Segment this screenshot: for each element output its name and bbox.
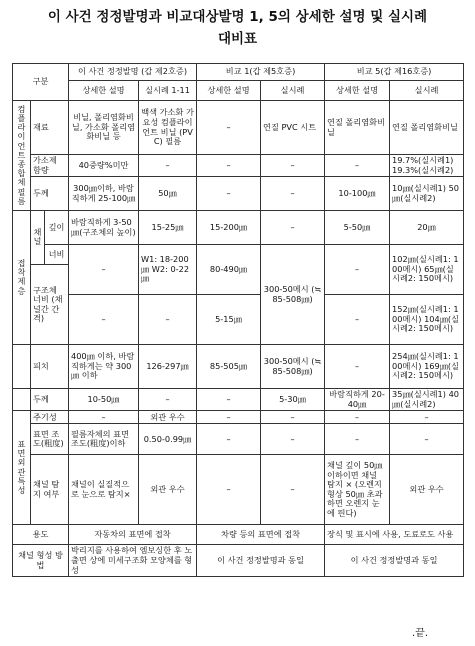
row-pitch-label: 피치 [31, 345, 69, 389]
plasticizer-cmp5-ex: 19.7%(실시례1) 19.3%(실시례2) [390, 155, 464, 177]
roughness-cmp5-ex: – [390, 424, 464, 455]
group-adhesive-cont [13, 345, 31, 389]
method-cmp5: 이 사건 정정발명과 동일 [325, 545, 464, 577]
group-surface: 표면외관특성 [13, 411, 31, 525]
detect-cmp1-ex: – [261, 455, 325, 525]
film-thickness-cmp5-ex: 10㎛(실시례1) 50㎛(실시례2) [390, 177, 464, 211]
document-title [0, 6, 475, 50]
pitch-present-ex: 126-297㎛ [139, 345, 197, 389]
material-cmp1-ex: 연질 PVC 시트 [261, 101, 325, 155]
header-cmp1: 비교 1(갑 제5호증) [197, 64, 325, 81]
method-cmp1: 이 사건 정정발명과 동일 [197, 545, 325, 577]
usage-cmp1: 차량 등의 표면에 접착 [197, 525, 325, 545]
struct-width-cmp1-ex: 300-50메시 (≒ 85-508㎛) [261, 245, 325, 345]
adh-thickness-cmp1-desc: – [197, 389, 261, 411]
detect-present-desc: 채널이 실질적으로 눈으로 탐지× [69, 455, 139, 525]
row-usage-label: 용도 [13, 525, 69, 545]
periodicity-present-ex: 외관 우수 [139, 411, 197, 424]
plasticizer-present-ex: – [139, 155, 197, 177]
adh-thickness-present-ex: – [139, 389, 197, 411]
width-cmp5-desc: – [325, 245, 390, 295]
periodicity-cmp1-ex: – [261, 411, 325, 424]
row-material-label: 재료 [31, 101, 69, 155]
detect-cmp5-ex: 외관 우수 [390, 455, 464, 525]
material-present-desc: 비닐, 폴리염화비닐, 가소화 폴리염화비닐 등 [69, 101, 139, 155]
width-present-ex: W1: 18-200㎛ W2: 0-22㎛ [139, 245, 197, 295]
adh-thickness-cmp5-desc: 바람직하게 20-40㎛ [325, 389, 390, 411]
group-layer: 컴플라이언트종합체필름 [13, 101, 31, 211]
roughness-present-desc: 필름자체의 표면조도(粗度)이하 [69, 424, 139, 455]
detect-cmp5-desc: 채널 깊이 50㎛ 이하이면 채널 탐지 × (오렌지 형상 50㎛ 초과하면 오렌지 눈에 띈다) [325, 455, 390, 525]
header-cmp5-ex: 실시례 [390, 81, 464, 101]
struct-width-present-ex: – [139, 295, 197, 345]
adh-thickness-present-desc: 10-50㎛ [69, 389, 139, 411]
adh-thickness-cmp5-ex: 35㎛(실시례1) 40㎛(실시례2) [390, 389, 464, 411]
pitch-cmp1-desc: 85-505㎛ [197, 345, 261, 389]
group-adhesive-end [13, 389, 31, 411]
row-struct-width-label: 구조체 너비 (채널간 간격) [31, 265, 69, 345]
detect-cmp1-desc: – [197, 455, 261, 525]
row-channel-label: 채널 [31, 211, 45, 265]
row-adh-thickness-label: 두께 [31, 389, 69, 411]
document-end-mark: .끝. [412, 628, 429, 639]
roughness-cmp5-desc: – [325, 424, 390, 455]
struct-width-cmp5-ex: 152㎛(실시례1: 100메시) 104㎛(실시례2: 150메시) [390, 295, 464, 345]
struct-width-cmp1-desc: 5-15㎛ [197, 295, 261, 345]
periodicity-present-desc: – [69, 411, 139, 424]
film-thickness-cmp1-desc: – [197, 177, 261, 211]
pitch-cmp5-ex: 254㎛(실시례1: 100메시) 169㎛(실시례2: 150메시) [390, 345, 464, 389]
header-cmp1-desc: 상세한 설명 [197, 81, 261, 101]
width-cmp1-desc: 80-490㎛ [197, 245, 261, 295]
header-cmp5-desc: 상세한 설명 [325, 81, 390, 101]
row-detect-label: 채널 탐지 여부 [31, 455, 69, 525]
row-roughness-label: 표면 조도(粗度) [31, 424, 69, 455]
depth-cmp5-desc: 5-50㎛ [325, 211, 390, 245]
header-category: 구분 [13, 64, 69, 101]
plasticizer-cmp5-desc: – [325, 155, 390, 177]
film-thickness-present-ex: 50㎛ [139, 177, 197, 211]
pitch-cmp5-desc: – [325, 345, 390, 389]
roughness-present-ex: 0.50-0.99㎛ [139, 424, 197, 455]
depth-cmp1-ex: – [261, 211, 325, 245]
detect-present-ex: 외관 우수 [139, 455, 197, 525]
row-method-label: 채널 형성 방법 [13, 545, 69, 577]
adh-thickness-cmp1-ex: 5-30㎛ [261, 389, 325, 411]
depth-cmp1-desc: 15-200㎛ [197, 211, 261, 245]
plasticizer-cmp1-desc: – [197, 155, 261, 177]
header-cmp1-ex: 실시례 [261, 81, 325, 101]
depth-cmp5-ex: 20㎛ [390, 211, 464, 245]
group-adhesive: 접착제층 [13, 211, 31, 345]
usage-present: 자동차의 표면에 접착 [69, 525, 197, 545]
header-present-ex: 실시례 1-11 [139, 81, 197, 101]
row-periodicity-label: 주기성 [31, 411, 69, 424]
usage-cmp5: 장식 및 표시에 사용, 도료로도 사용 [325, 525, 464, 545]
struct-width-present-desc: – [69, 295, 139, 345]
row-plasticizer-label: 가소제 함량 [31, 155, 69, 177]
width-cmp5-ex: 102㎛(실시례1: 100메시) 65㎛(실시례2: 150메시) [390, 245, 464, 295]
periodicity-cmp1-desc: – [197, 411, 261, 424]
periodicity-cmp5-desc: – [325, 411, 390, 424]
roughness-cmp1-ex: – [261, 424, 325, 455]
header-present: 이 사건 정정발명 (갑 제2호증) [69, 64, 197, 81]
row-film-thickness-label: 두께 [31, 177, 69, 211]
material-cmp5-desc: 연질 폴리염화비닐 [325, 101, 390, 155]
material-cmp1-desc: – [197, 101, 261, 155]
title-line-2: 대비표 [217, 31, 258, 47]
material-cmp5-ex: 연질 폴리염화비닐 [390, 101, 464, 155]
material-present-ex: 백색 가소화 가요성 컴플라이언트 비닐 (PVC) 필름 [139, 101, 197, 155]
film-thickness-cmp1-ex: – [261, 177, 325, 211]
struct-width-cmp5-desc: – [325, 295, 390, 345]
header-cmp5: 비교 5(갑 제16호증) [325, 64, 464, 81]
plasticizer-cmp1-ex: – [261, 155, 325, 177]
depth-present-ex: 15-25㎛ [139, 211, 197, 245]
comparison-table [12, 63, 464, 577]
method-present: 박리지를 사용하여 엠보싱한 후 노출면 상에 미세구조화 모양체를 형성 [69, 545, 197, 577]
row-depth-label: 깊이 [45, 211, 69, 245]
pitch-present-desc: 400㎛ 이하, 바람직하게는 약 300㎛ 이하 [69, 345, 139, 389]
width-present-desc: – [69, 245, 139, 295]
depth-present-desc: 바람직하게 3-50㎛(구조체의 높이) [69, 211, 139, 245]
plasticizer-present-desc: 40중량%미만 [69, 155, 139, 177]
header-present-desc: 상세한 설명 [69, 81, 139, 101]
pitch-cmp1-ex: 300-50메시 (≒ 85-508㎛) [261, 345, 325, 389]
title-line-1: 이 사건 정정발명과 비교대상발명 1, 5의 상세한 설명 및 실시례 [47, 9, 428, 25]
roughness-cmp1-desc: – [197, 424, 261, 455]
film-thickness-cmp5-desc: 10-100㎛ [325, 177, 390, 211]
row-width-label: 너비 [45, 245, 69, 265]
periodicity-cmp5-ex: – [390, 411, 464, 424]
film-thickness-present-desc: 300㎛이하, 바람직하게 25-100㎛ [69, 177, 139, 211]
